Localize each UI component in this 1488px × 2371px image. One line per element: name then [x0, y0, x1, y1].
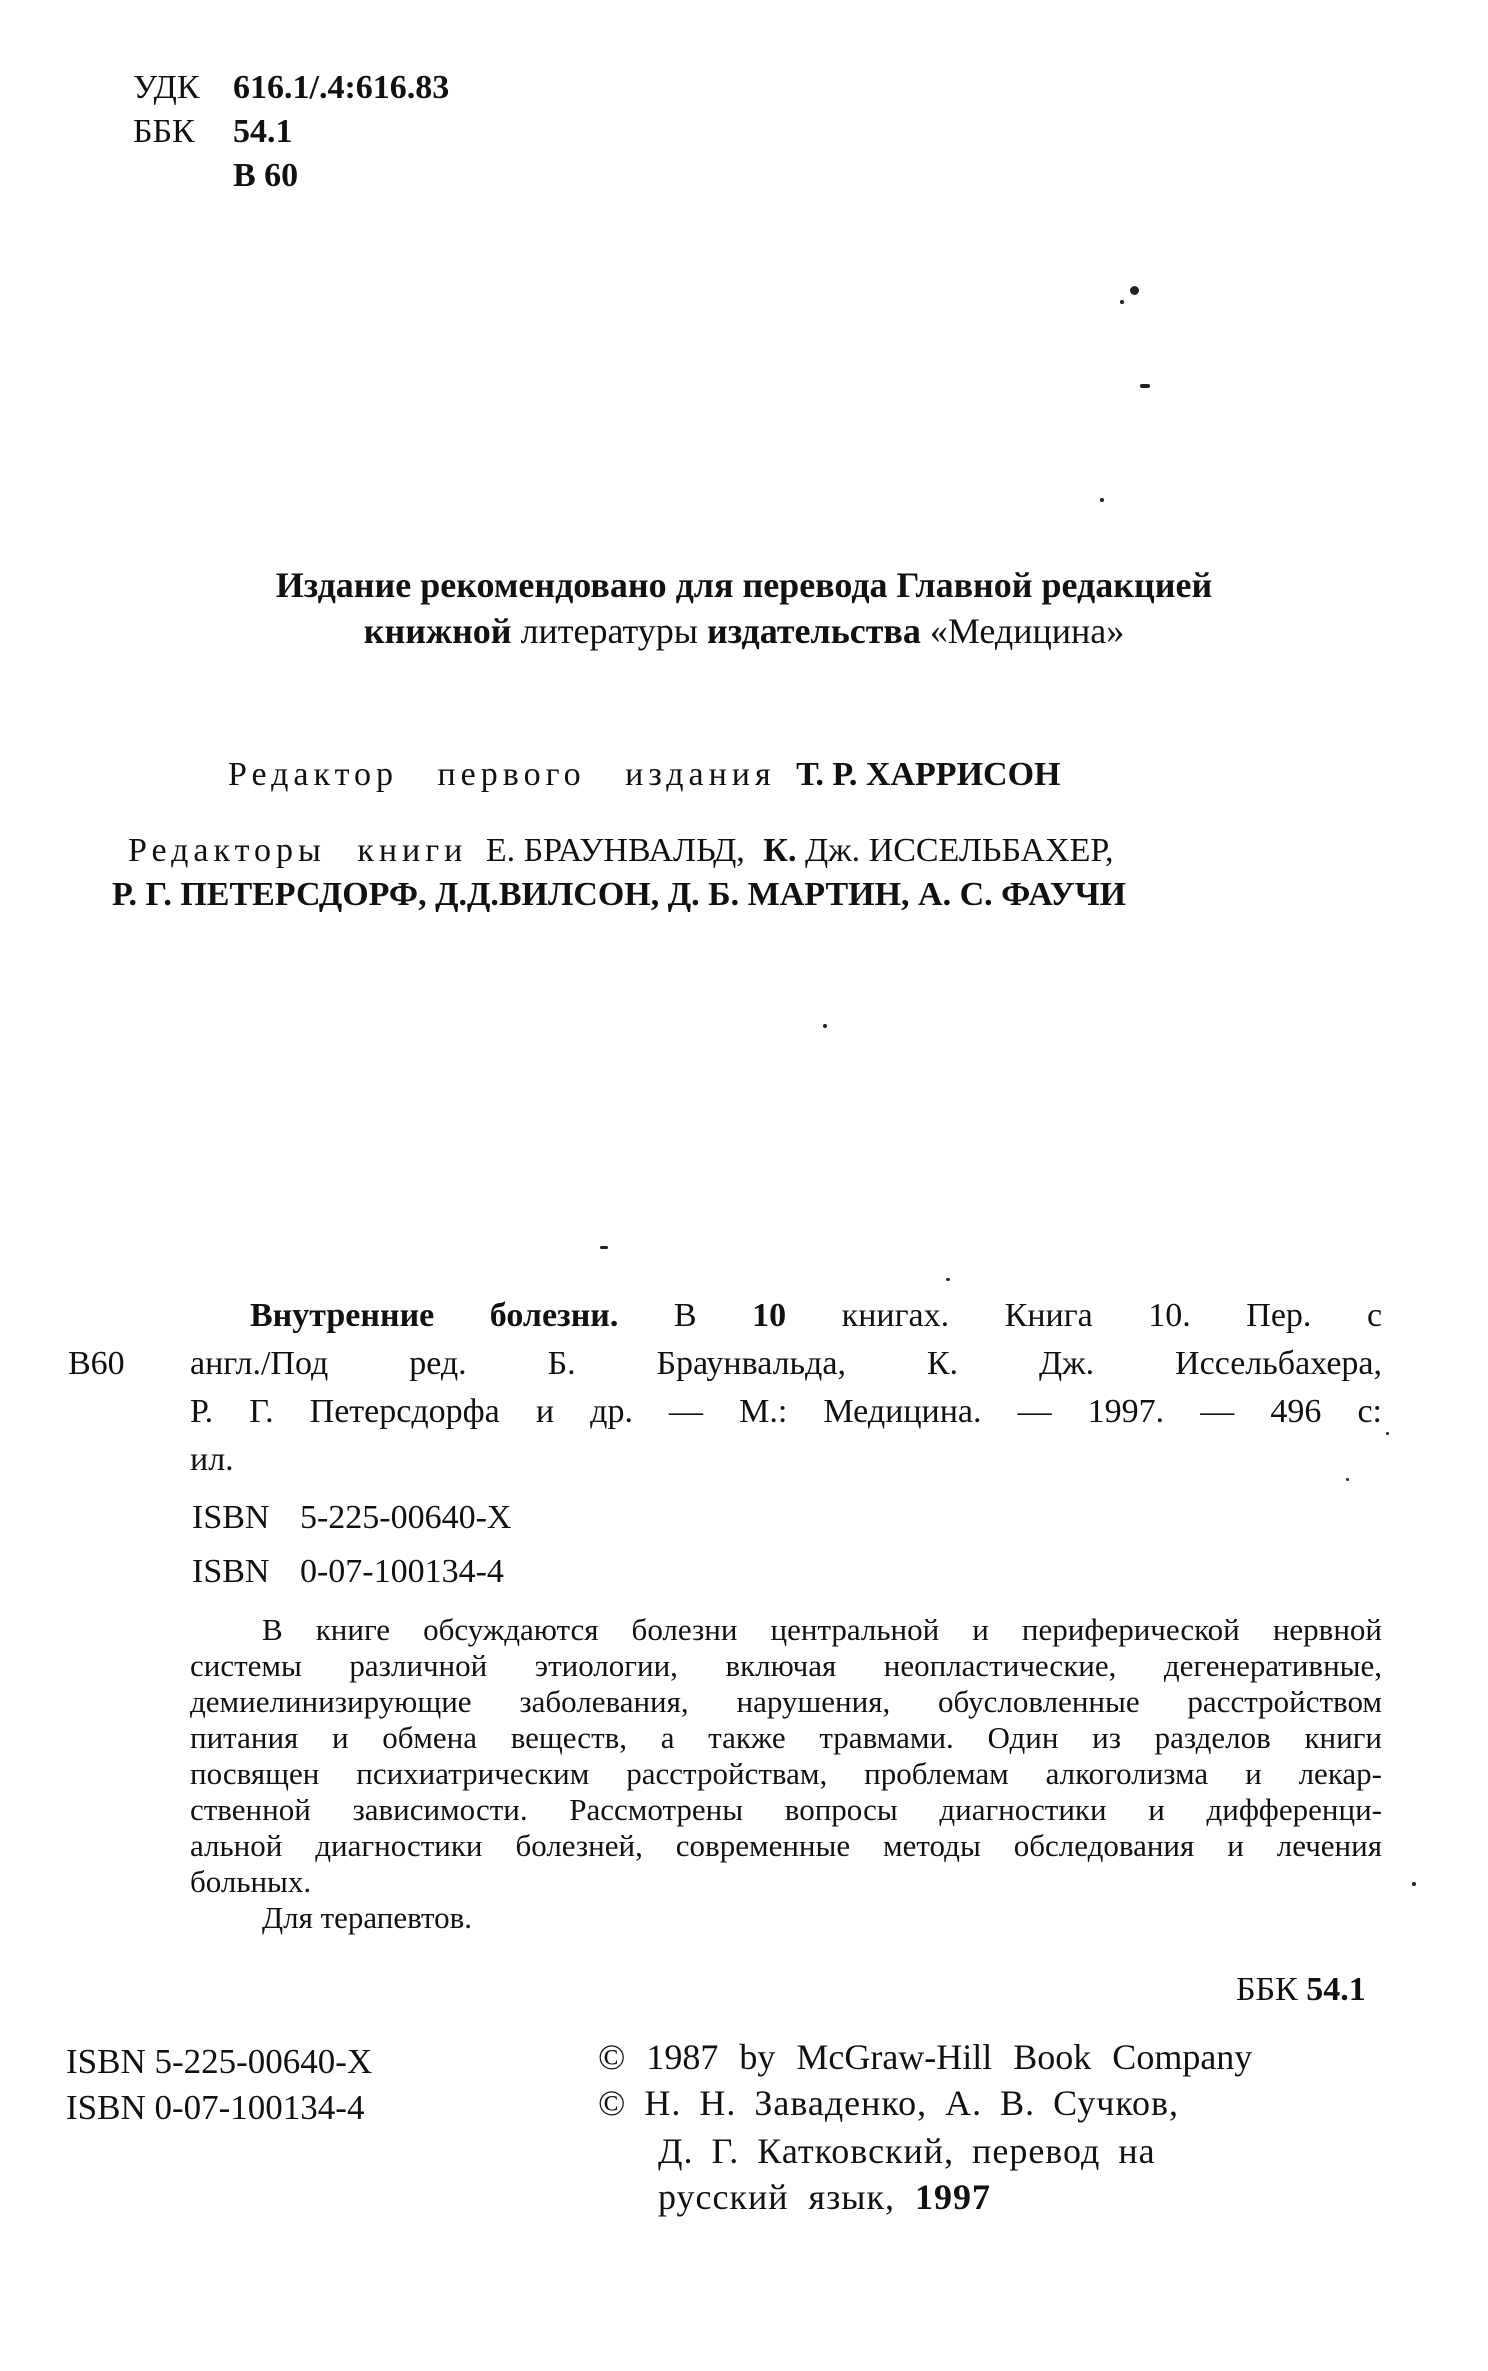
first-edition-name: Т. Р. ХАРРИСОН: [796, 756, 1061, 793]
catalog-line-1: [250, 1292, 1382, 1340]
bbk-label: ББК: [133, 113, 195, 150]
annotation-line: питания и обмена веществ, а также травмами. Один из разделов книги: [190, 1720, 1382, 1755]
udk-line: [133, 66, 449, 110]
recommendation-line-1: Издание рекомендовано для перевода Главной редакцией: [275, 565, 1213, 605]
copyright-year: 1997: [914, 2177, 991, 2217]
book-editors-name-b-initial: К.: [763, 832, 797, 869]
catalog-line-3-text: Р. Г. Петерсдорфа и др. — М.: Медицина. — 1997. — 496 с:: [190, 1393, 1382, 1430]
audience: Для терапевтов.: [262, 1900, 473, 1935]
scan-speckle: [1100, 498, 1104, 502]
catalog-line-3: [190, 1388, 1382, 1436]
annotation-line: посвящен психиатрическим расстройствам, проблемам алкоголизма и лекар-: [190, 1756, 1382, 1791]
catalog-isbn-1: ISBN 5-225-00640-X: [192, 1499, 512, 1536]
recommendation-bold-a: книжной: [363, 611, 512, 651]
scan-speckle: [1120, 300, 1124, 304]
catalog-bbk: [1236, 1966, 1366, 2014]
book-editors-label: Редакторы книги: [128, 832, 468, 869]
copyright-3: Д. Г. Катковский, перевод на: [658, 2131, 1156, 2171]
footer-isbn-1: ISBN 5-225-00640-X: [66, 2042, 373, 2081]
annotation-line: системы различной этиологии, включая неопластические, дегенеративные,: [190, 1648, 1382, 1683]
annotation-line: демиелинизирующие заболевания, нарушения, обусловленные расстройством: [190, 1684, 1382, 1719]
author-mark: В 60: [233, 157, 299, 194]
annotation-line: альной диагностики болезней, современные методы обследования и лечения: [190, 1828, 1382, 1863]
scan-speckle: [946, 1278, 950, 1281]
bbk-value: 54.1: [233, 113, 293, 150]
copyright-4: [658, 2174, 991, 2220]
catalog-line1-b: 10: [752, 1297, 787, 1334]
annotation-last-line: больных.: [190, 1864, 312, 1899]
book-editors-line-2: Р. Г. ПЕТЕРСДОРФ, Д.Д.ВИЛСОН, Д. Б. МАРТИН, А. С. ФАУЧИ: [112, 876, 1127, 913]
catalog-line-2: [190, 1340, 1382, 1388]
recommendation-bold-b: издательства: [707, 611, 921, 651]
recommendation-line-2: [0, 606, 1488, 656]
catalog-line-4: ил.: [190, 1441, 234, 1478]
scan-speckle: [1386, 1432, 1389, 1435]
bbk-line: [133, 110, 293, 154]
footer-isbn-2: ISBN 0-07-100134-4: [66, 2088, 365, 2127]
annotation-line: В книге обсуждаются болезни центральной и периферической нервной: [262, 1612, 1382, 1647]
book-editors-name-b: Дж. ИССЕЛЬБАХЕР,: [804, 832, 1114, 869]
scan-speckle: [600, 1246, 608, 1249]
scan-speckle: [1346, 1478, 1349, 1481]
first-edition-label: Редактор первого издания: [228, 756, 776, 793]
annotation: [190, 1612, 1382, 1936]
first-edition-editor: [228, 750, 1060, 800]
book-editors-line-1: [128, 826, 1114, 876]
scan-speckle: [1412, 1882, 1416, 1886]
copyright-2: © Н. Н. Заваденко, А. В. Сучков,: [598, 2083, 1179, 2123]
scan-speckle: [1140, 384, 1150, 388]
udk-value: 616.1/.4:616.83: [233, 69, 450, 106]
catalog-line1-a: В: [673, 1297, 697, 1334]
annotation-line: ственной зависимости. Рассмотрены вопросы диагностики и дифференци-: [190, 1792, 1382, 1827]
catalog-line1-c: книгах. Книга 10. Пер. с: [841, 1297, 1383, 1334]
recommendation-normal: литературы: [511, 611, 707, 651]
copyright-1: © 1987 by McGraw-Hill Book Company: [598, 2037, 1253, 2077]
catalog-code: В60: [68, 1345, 125, 1382]
book-editors-name-a: Е. БРАУНВАЛЬД,: [485, 832, 745, 869]
catalog-bbk-value: 54.1: [1306, 1971, 1366, 2008]
catalog-isbn-2: ISBN 0-07-100134-4: [192, 1553, 504, 1590]
scan-speckle: [823, 1024, 827, 1028]
udk-label: УДК: [133, 69, 200, 106]
catalog-title: Внутренние болезни.: [250, 1297, 619, 1334]
catalog-bbk-label: ББК: [1236, 1971, 1298, 2008]
catalog-line-2-text: англ./Под ред. Б. Браунвальда, К. Дж. Иссельбахера,: [190, 1345, 1382, 1382]
scan-speckle: [1130, 286, 1139, 295]
copyright-4-text: русский язык,: [658, 2177, 895, 2217]
recommendation-tail: «Медицина»: [920, 611, 1125, 651]
